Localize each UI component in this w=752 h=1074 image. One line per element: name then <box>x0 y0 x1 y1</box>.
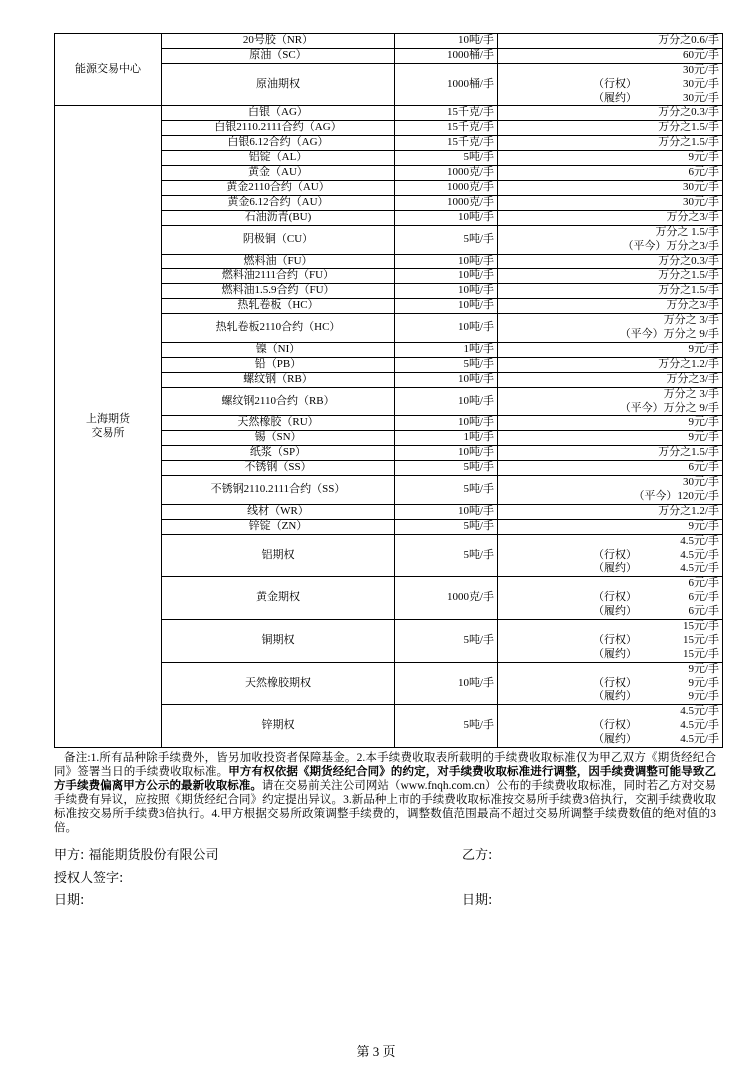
exchange-name-line: 交易所 <box>91 426 125 439</box>
trading-unit-cell: 10吨/手 <box>395 662 498 705</box>
fee-line <box>501 49 719 63</box>
fee-standard-cell <box>498 504 723 519</box>
fee-value: 15元/手 <box>682 633 719 646</box>
fee-standard-cell <box>498 48 723 63</box>
fee-value: 6元/手 <box>688 605 719 618</box>
fee-value: （平今）120元/手 <box>633 489 719 502</box>
fee-standard-cell <box>498 269 723 284</box>
trading-unit-cell: 10吨/手 <box>395 372 498 387</box>
fee-line <box>501 402 719 416</box>
trading-unit-cell: 5吨/手 <box>395 461 498 476</box>
fee-line <box>501 284 719 298</box>
fee-line <box>501 690 719 704</box>
fee-standard-cell <box>498 387 723 416</box>
fee-value: 30元/手 <box>682 195 719 208</box>
fee-value: 4.5元/手 <box>680 534 719 547</box>
trading-unit-cell: 1000克/手 <box>395 577 498 620</box>
fee-line <box>501 240 719 254</box>
fee-type-label: （履约） <box>593 733 637 746</box>
product-name-cell: 纸浆（SP） <box>162 446 395 461</box>
fee-standard-cell <box>498 254 723 269</box>
fee-line <box>501 388 719 402</box>
trading-unit-cell: 5吨/手 <box>395 619 498 662</box>
trading-unit-cell: 5吨/手 <box>395 519 498 534</box>
fee-value: 15元/手 <box>682 647 719 660</box>
page-number: 第 3 页 <box>356 1044 396 1059</box>
trading-unit-cell: 10吨/手 <box>395 210 498 225</box>
fee-standard-cell <box>498 446 723 461</box>
fee-line <box>501 663 719 677</box>
fee-value: 30元/手 <box>682 476 719 489</box>
fee-line <box>501 476 719 490</box>
fee-line <box>501 166 719 180</box>
trading-unit-cell: 10吨/手 <box>395 299 498 314</box>
fee-line <box>501 121 719 135</box>
fee-standard-cell <box>498 34 723 49</box>
fee-standard-cell <box>498 534 723 577</box>
fee-line <box>501 577 719 591</box>
fee-value: 30元/手 <box>682 77 719 90</box>
fee-value: 万分之1.5/手 <box>658 269 719 282</box>
product-name-cell: 锡（SN） <box>162 431 395 446</box>
product-name-cell: 锌锭（ZN） <box>162 519 395 534</box>
fee-standard-cell <box>498 476 723 505</box>
trading-unit-cell: 15千克/手 <box>395 121 498 136</box>
note-bold-clause: 甲方有权依据《期货经纪合同》的约定，对手续费收取标准进行调整，因手续费调整可能导致乙方手续费偏离甲方公示的最新收取标准。 <box>54 766 717 792</box>
fee-table-row <box>55 106 723 121</box>
trading-unit-cell: 10吨/手 <box>395 504 498 519</box>
fee-standard-cell <box>498 619 723 662</box>
fee-value: 9元/手 <box>688 416 719 429</box>
product-name-cell: 螺纹钢（RB） <box>162 372 395 387</box>
fee-standard-cell <box>498 416 723 431</box>
trading-unit-cell: 1000桶/手 <box>395 48 498 63</box>
fee-standard-cell <box>498 195 723 210</box>
product-name-cell: 天然橡胶期权 <box>162 662 395 705</box>
fee-value: 万分之3/手 <box>666 210 719 223</box>
fee-standard-cell <box>498 431 723 446</box>
fee-value: 万分之3/手 <box>666 372 719 385</box>
fee-line <box>501 34 719 48</box>
fee-line <box>501 92 719 106</box>
fee-line <box>501 677 719 691</box>
trading-unit-cell: 10吨/手 <box>395 416 498 431</box>
fee-value: 4.5元/手 <box>680 562 719 575</box>
fee-value: 万分之0.3/手 <box>658 254 719 267</box>
fee-standard-cell <box>498 342 723 357</box>
product-name-cell: 铜期权 <box>162 619 395 662</box>
product-name-cell: 热轧卷板（HC） <box>162 299 395 314</box>
fee-table <box>54 33 723 748</box>
fee-line <box>501 620 719 634</box>
product-name-cell: 铅（PB） <box>162 357 395 372</box>
product-name-cell: 原油期权 <box>162 63 395 106</box>
exchange-name-cell <box>55 34 162 106</box>
note-part-2: 请在交易前关注公司网站（www.fnqh.com.cn）公布的手续费收取标准，同时若乙方对交易手续费有异议，应按照《期货经纪合同》约定提出异议。3.新品种上市的手续费收取标准按交易所手续费3倍执行，交割手续费收取标准按交易所手续费3倍执行。4.甲方根据交易所政策调整手续费的，调整数值范围最高不超过交易所调整手续费数值的绝对值的3倍。 <box>54 780 716 834</box>
product-name-cell: 黄金（AU） <box>162 166 395 181</box>
trading-unit-cell: 5吨/手 <box>395 534 498 577</box>
fee-type-label: （行权） <box>593 548 637 561</box>
fee-line <box>501 719 719 733</box>
fee-line <box>501 106 719 120</box>
fee-line <box>501 733 719 747</box>
fee-line <box>501 562 719 576</box>
product-name-cell: 黄金期权 <box>162 577 395 620</box>
trading-unit-cell: 1000桶/手 <box>395 63 498 106</box>
fee-line <box>501 211 719 225</box>
fee-standard-cell <box>498 151 723 166</box>
fee-standard-cell <box>498 577 723 620</box>
trading-unit-cell: 1000克/手 <box>395 181 498 196</box>
product-name-cell: 原油（SC） <box>162 48 395 63</box>
fee-line <box>501 634 719 648</box>
fee-value: 9元/手 <box>688 151 719 164</box>
product-name-cell: 天然橡胶（RU） <box>162 416 395 431</box>
product-name-cell: 白银6.12合约（AG） <box>162 136 395 151</box>
fee-line <box>501 461 719 475</box>
trading-unit-cell: 15千克/手 <box>395 136 498 151</box>
trading-unit-cell: 10吨/手 <box>395 269 498 284</box>
fee-line <box>501 648 719 662</box>
note-text <box>54 751 716 835</box>
trading-unit-cell: 15千克/手 <box>395 106 498 121</box>
fee-type-label: （履约） <box>593 690 637 703</box>
fee-value: （平今）万分之 9/手 <box>619 401 719 414</box>
fee-value: （平今）万分之3/手 <box>622 239 719 252</box>
fee-value: 万分之 3/手 <box>663 314 719 327</box>
fee-value: 30元/手 <box>682 91 719 104</box>
trading-unit-cell: 1000克/手 <box>395 195 498 210</box>
note-part-1: 备注:1.所有品种除手续费外，皆另加收投资者保障基金。2.本手续费收取表所载明的手续费收取标准仅为甲乙双方《期货经纪合同》签署当日的手续费收取标准。 <box>54 752 716 778</box>
fee-standard-cell <box>498 136 723 151</box>
fee-line <box>501 416 719 430</box>
fee-line <box>501 299 719 313</box>
party-b-label: 乙方: <box>462 848 493 863</box>
fee-type-label: （履约） <box>593 647 637 660</box>
product-name-cell: 燃料油（FU） <box>162 254 395 269</box>
fee-value: 万分之1.5/手 <box>658 136 719 149</box>
fee-value: 万分之1.5/手 <box>658 121 719 134</box>
fee-value: 9元/手 <box>688 519 719 532</box>
fee-line <box>501 151 719 165</box>
product-name-cell: 燃料油2111合约（FU） <box>162 269 395 284</box>
fee-line <box>501 490 719 504</box>
exchange-name-cell <box>55 106 162 748</box>
product-name-cell: 黄金6.12合约（AU） <box>162 195 395 210</box>
fee-line <box>501 705 719 719</box>
fee-value: 30元/手 <box>682 181 719 194</box>
product-name-cell: 镍（NI） <box>162 342 395 357</box>
fee-standard-cell <box>498 181 723 196</box>
fee-line <box>501 226 719 240</box>
product-name-cell: 白银2110.2111合约（AG） <box>162 121 395 136</box>
fee-line <box>501 196 719 210</box>
fee-value: 6元/手 <box>688 577 719 590</box>
fee-value: 万分之0.3/手 <box>658 106 719 119</box>
fee-type-label: （行权） <box>593 719 637 732</box>
fee-type-label: （履约） <box>593 562 637 575</box>
fee-value: 万分之 3/手 <box>663 387 719 400</box>
product-name-cell: 铝期权 <box>162 534 395 577</box>
fee-line <box>501 591 719 605</box>
fee-standard-cell <box>498 299 723 314</box>
product-name-cell: 阴极铜（CU） <box>162 225 395 254</box>
product-name-cell: 锌期权 <box>162 705 395 748</box>
fee-value: 万分之1.2/手 <box>658 357 719 370</box>
fee-value: 9元/手 <box>688 690 719 703</box>
fee-standard-cell <box>498 357 723 372</box>
product-name-cell: 20号胶（NR） <box>162 34 395 49</box>
fee-value: 万分之 1.5/手 <box>655 225 719 238</box>
trading-unit-cell: 5吨/手 <box>395 705 498 748</box>
product-name-cell: 不锈钢2110.2111合约（SS） <box>162 476 395 505</box>
exchange-name-line: 能源交易中心 <box>75 62 141 75</box>
fee-standard-cell <box>498 106 723 121</box>
trading-unit-cell: 5吨/手 <box>395 225 498 254</box>
trading-unit-cell: 10吨/手 <box>395 34 498 49</box>
fee-line <box>501 373 719 387</box>
trading-unit-cell: 10吨/手 <box>395 314 498 343</box>
fee-type-label: （行权） <box>593 633 637 646</box>
trading-unit-cell: 10吨/手 <box>395 284 498 299</box>
product-name-cell: 燃料油1.5.9合约（FU） <box>162 284 395 299</box>
trading-unit-cell: 10吨/手 <box>395 446 498 461</box>
fee-line <box>501 358 719 372</box>
fee-type-label: （行权） <box>593 591 637 604</box>
fee-line <box>501 255 719 269</box>
fee-line <box>501 535 719 549</box>
trading-unit-cell: 5吨/手 <box>395 476 498 505</box>
fee-line <box>501 431 719 445</box>
fee-line <box>501 78 719 92</box>
fee-value: 9元/手 <box>688 431 719 444</box>
fee-value: （平今）万分之 9/手 <box>619 328 719 341</box>
authorized-signature-label: 授权人签字: <box>54 871 124 886</box>
fee-line <box>501 269 719 283</box>
fee-line <box>501 549 719 563</box>
exchange-name-line: 上海期货 <box>86 412 130 425</box>
fee-table-row <box>55 34 723 49</box>
fee-line <box>501 343 719 357</box>
date-label-party-b: 日期: <box>462 893 493 908</box>
date-label-party-a: 日期: <box>54 893 85 908</box>
party-a-label: 甲方: <box>54 848 85 863</box>
fee-value: 万分之1.5/手 <box>658 284 719 297</box>
fee-line <box>501 328 719 342</box>
fee-value: 4.5元/手 <box>680 733 719 746</box>
fee-value: 9元/手 <box>688 676 719 689</box>
fee-value: 15元/手 <box>682 619 719 632</box>
fee-line <box>501 520 719 534</box>
fee-table-body <box>55 34 723 748</box>
party-a-name: 福能期货股份有限公司 <box>88 848 219 863</box>
product-name-cell: 不锈钢（SS） <box>162 461 395 476</box>
trading-unit-cell: 5吨/手 <box>395 357 498 372</box>
product-name-cell: 线材（WR） <box>162 504 395 519</box>
fee-value: 6元/手 <box>688 591 719 604</box>
fee-value: 4.5元/手 <box>680 548 719 561</box>
trading-unit-cell: 10吨/手 <box>395 387 498 416</box>
fee-standard-cell <box>498 461 723 476</box>
fee-type-label: （履约） <box>593 605 637 618</box>
fee-standard-cell <box>498 225 723 254</box>
product-name-cell: 热轧卷板2110合约（HC） <box>162 314 395 343</box>
product-name-cell: 黄金2110合约（AU） <box>162 181 395 196</box>
fee-line <box>501 605 719 619</box>
fee-standard-cell <box>498 314 723 343</box>
product-name-cell: 石油沥青(BU) <box>162 210 395 225</box>
product-name-cell: 铝锭（AL） <box>162 151 395 166</box>
fee-value: 6元/手 <box>688 166 719 179</box>
fee-value: 30元/手 <box>682 63 719 76</box>
fee-value: 9元/手 <box>688 342 719 355</box>
fee-value: 4.5元/手 <box>680 705 719 718</box>
fee-standard-cell <box>498 705 723 748</box>
fee-line <box>501 446 719 460</box>
product-name-cell: 白银（AG） <box>162 106 395 121</box>
fee-standard-cell <box>498 121 723 136</box>
fee-value: 9元/手 <box>688 662 719 675</box>
trading-unit-cell: 1吨/手 <box>395 342 498 357</box>
fee-value: 万分之0.6/手 <box>658 34 719 46</box>
trading-unit-cell: 1000克/手 <box>395 166 498 181</box>
product-name-cell: 螺纹钢2110合约（RB） <box>162 387 395 416</box>
fee-standard-cell <box>498 662 723 705</box>
fee-standard-cell <box>498 372 723 387</box>
fee-value: 万分之1.5/手 <box>658 446 719 459</box>
party-a-line <box>54 848 219 864</box>
fee-value: 60元/手 <box>682 48 719 61</box>
fee-value: 万分之3/手 <box>666 299 719 312</box>
fee-standard-cell <box>498 63 723 106</box>
fee-type-label: （行权） <box>593 77 637 90</box>
fee-type-label: （行权） <box>593 676 637 689</box>
fee-line <box>501 505 719 519</box>
document-body <box>54 33 722 835</box>
fee-value: 4.5元/手 <box>680 719 719 732</box>
fee-value: 6元/手 <box>688 461 719 474</box>
fee-line <box>501 314 719 328</box>
trading-unit-cell: 10吨/手 <box>395 254 498 269</box>
trading-unit-cell: 5吨/手 <box>395 151 498 166</box>
trading-unit-cell: 1吨/手 <box>395 431 498 446</box>
fee-line <box>501 181 719 195</box>
fee-standard-cell <box>498 210 723 225</box>
fee-standard-cell <box>498 284 723 299</box>
fee-standard-cell <box>498 519 723 534</box>
fee-line <box>501 64 719 78</box>
fee-line <box>501 136 719 150</box>
fee-value: 万分之1.2/手 <box>658 504 719 517</box>
fee-standard-cell <box>498 166 723 181</box>
fee-type-label: （履约） <box>593 91 637 104</box>
